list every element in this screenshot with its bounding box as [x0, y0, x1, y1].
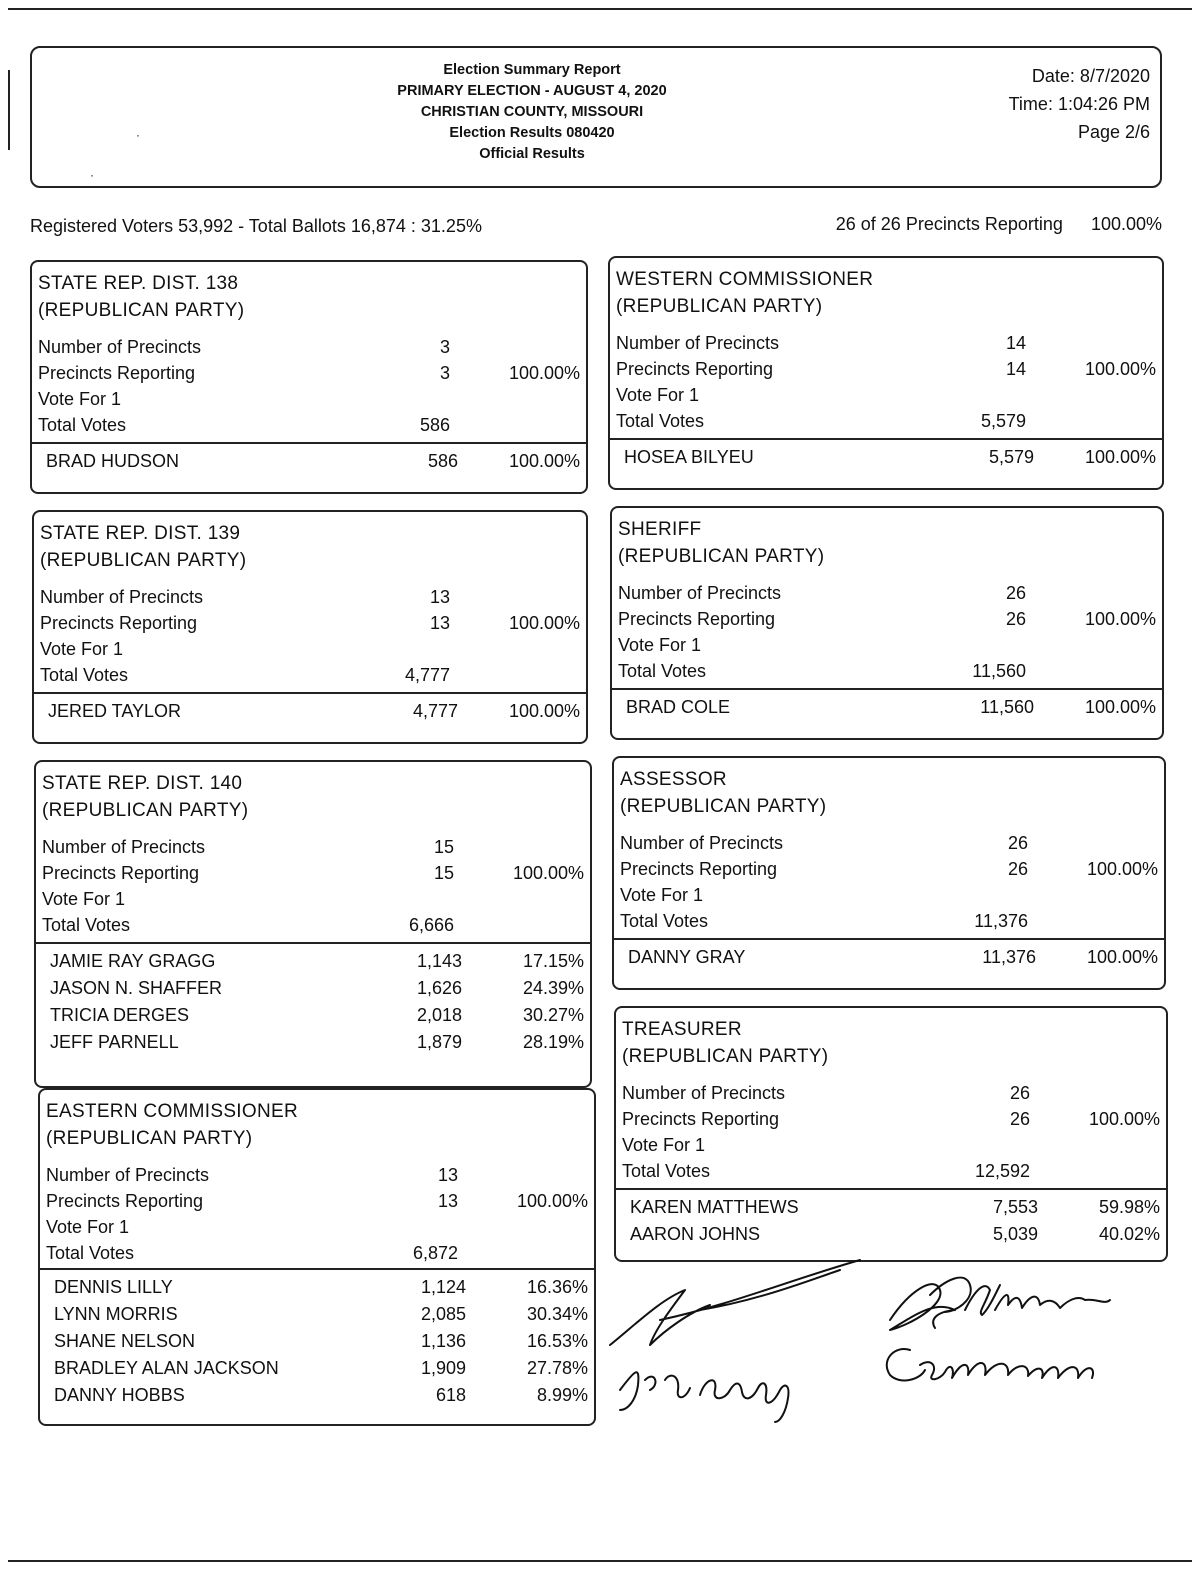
race-divider [32, 442, 586, 444]
candidate-name: JERED TAYLOR [48, 701, 182, 721]
candidate-votes: 2,018 [416, 1005, 462, 1025]
candidate-list [46, 448, 580, 475]
candidate-pct: 40.02% [1098, 1224, 1160, 1244]
candidate-row [50, 1029, 584, 1056]
candidate-row [628, 944, 1158, 971]
candidate-row [54, 1301, 588, 1328]
candidate-votes: 7,553 [992, 1197, 1038, 1217]
county-name: CHRISTIAN COUNTY, MISSOURI [420, 104, 644, 120]
stat-row-reporting [38, 360, 580, 386]
stat-pct: 100.00% [1086, 859, 1158, 879]
race-divider [34, 692, 586, 694]
stat-label: Total Votes [46, 1243, 135, 1263]
race-party: (REPUBLICAN PARTY) [38, 300, 245, 321]
race-divider [614, 938, 1164, 940]
stat-label: Vote For 1 [46, 1217, 130, 1237]
stat-value: 26 [1007, 833, 1028, 853]
race-title [42, 770, 248, 824]
stat-label: Number of Precincts [42, 837, 206, 857]
race-title [40, 520, 246, 574]
stat-row-reporting [46, 1188, 588, 1214]
results-status: Official Results [479, 146, 585, 162]
candidate-votes: 11,376 [982, 947, 1036, 967]
stat-label: Number of Precincts [620, 833, 784, 853]
candidate-votes: 1,626 [416, 978, 462, 998]
stat-value: 26 [1005, 583, 1026, 603]
race-divider [616, 1188, 1166, 1190]
race-title [622, 1016, 828, 1070]
race-box [38, 1088, 596, 1426]
stat-value: 3 [439, 337, 450, 357]
candidate-list [630, 1194, 1160, 1248]
candidate-row [54, 1382, 588, 1409]
candidate-row [630, 1194, 1160, 1221]
stat-label: Total Votes [40, 665, 129, 685]
stat-row-reporting [616, 356, 1156, 382]
candidate-votes: 1,143 [416, 951, 462, 971]
candidate-name: DENNIS LILLY [54, 1277, 173, 1297]
candidate-name: BRAD HUDSON [46, 451, 180, 471]
stat-label: Number of Precincts [46, 1165, 210, 1185]
candidate-votes: 5,039 [992, 1224, 1038, 1244]
candidate-name: SHANE NELSON [54, 1331, 196, 1351]
candidate-name: BRADLEY ALAN JACKSON [54, 1358, 279, 1378]
stat-row-num-precincts [620, 830, 1158, 856]
stat-value: 4,777 [404, 665, 450, 685]
candidate-pct: 59.98% [1098, 1197, 1160, 1217]
candidate-votes: 1,879 [416, 1032, 462, 1052]
stat-row-total-votes [616, 408, 1156, 434]
report-header [30, 46, 1162, 188]
race-stats [38, 334, 580, 438]
candidate-votes: 586 [427, 451, 458, 471]
race-box [608, 256, 1164, 490]
stat-row-vote-for [620, 882, 1158, 908]
candidate-name: DANNY GRAY [628, 947, 746, 967]
stat-label: Precincts Reporting [42, 863, 200, 883]
stat-value: 11,560 [972, 661, 1026, 681]
scan-speck: · [136, 128, 140, 142]
stat-label: Total Votes [616, 411, 705, 431]
race-box [32, 510, 588, 744]
candidate-name: JAMIE RAY GRAGG [50, 951, 216, 971]
stat-label: Precincts Reporting [620, 859, 778, 879]
candidate-pct: 17.15% [522, 951, 584, 971]
race-party: (REPUBLICAN PARTY) [616, 296, 823, 317]
stat-label: Precincts Reporting [618, 609, 776, 629]
race-title [38, 270, 244, 324]
stat-label: Precincts Reporting [40, 613, 198, 633]
race-office: EASTERN COMMISSIONER [46, 1101, 298, 1122]
stat-row-total-votes [40, 662, 580, 688]
candidate-pct: 30.27% [522, 1005, 584, 1025]
stat-row-total-votes [622, 1158, 1160, 1184]
stat-label: Total Votes [38, 415, 127, 435]
report-date: Date: 8/7/2020 [1031, 66, 1150, 86]
race-title [616, 266, 873, 320]
candidate-pct: 24.39% [522, 978, 584, 998]
stat-value: 15 [433, 863, 454, 883]
stat-value: 12,592 [974, 1161, 1030, 1181]
candidate-name: AARON JOHNS [630, 1224, 761, 1244]
stat-label: Number of Precincts [38, 337, 202, 357]
precincts-reporting-line [836, 214, 1162, 235]
stat-value: 5,579 [980, 411, 1026, 431]
stat-value: 13 [437, 1165, 458, 1185]
stat-pct: 100.00% [1084, 359, 1156, 379]
candidate-pct: 100.00% [1084, 697, 1156, 717]
stat-label: Vote For 1 [616, 385, 700, 405]
candidate-row [54, 1328, 588, 1355]
race-stats [618, 580, 1156, 684]
race-party: (REPUBLICAN PARTY) [618, 546, 825, 567]
race-office: WESTERN COMMISSIONER [616, 269, 874, 290]
stat-value: 26 [1005, 609, 1026, 629]
race-stats [622, 1080, 1160, 1184]
race-box [614, 1006, 1168, 1262]
stat-label: Number of Precincts [40, 587, 204, 607]
stat-pct: 100.00% [512, 863, 584, 883]
stat-label: Total Votes [42, 915, 131, 935]
race-divider [36, 942, 590, 944]
candidate-votes: 1,909 [420, 1358, 466, 1378]
stat-row-reporting [40, 610, 580, 636]
candidate-row [50, 1002, 584, 1029]
race-party: (REPUBLICAN PARTY) [46, 1128, 253, 1149]
race-box [30, 260, 588, 494]
stat-label: Vote For 1 [622, 1135, 706, 1155]
stat-value: 3 [439, 363, 450, 383]
stat-value: 6,872 [412, 1243, 458, 1263]
page-border-top [8, 8, 1192, 10]
stat-value: 13 [429, 587, 450, 607]
stat-row-total-votes [42, 912, 584, 938]
stat-label: Number of Precincts [616, 333, 780, 353]
race-divider [40, 1268, 594, 1270]
candidate-pct: 28.19% [522, 1032, 584, 1052]
race-divider [610, 438, 1162, 440]
race-divider [612, 688, 1162, 690]
candidate-votes: 1,136 [420, 1331, 466, 1351]
candidate-pct: 100.00% [508, 451, 580, 471]
stat-value: 13 [437, 1191, 458, 1211]
stat-row-num-precincts [42, 834, 584, 860]
stat-label: Vote For 1 [618, 635, 702, 655]
race-stats [46, 1162, 588, 1266]
report-meta [1009, 62, 1150, 146]
candidate-votes: 11,560 [980, 697, 1034, 717]
scan-speck: · [90, 168, 94, 182]
stat-row-total-votes [46, 1240, 588, 1266]
stat-row-vote-for [618, 632, 1156, 658]
candidate-row [46, 448, 580, 475]
candidate-row [54, 1274, 588, 1301]
candidate-list [628, 944, 1158, 971]
stat-row-reporting [42, 860, 584, 886]
stat-row-total-votes [620, 908, 1158, 934]
candidate-votes: 1,124 [420, 1277, 466, 1297]
stat-label: Precincts Reporting [38, 363, 196, 383]
page-border-left [8, 70, 10, 150]
candidate-pct: 27.78% [526, 1358, 588, 1378]
stat-row-vote-for [38, 386, 580, 412]
stat-value: 586 [419, 415, 450, 435]
candidate-row [48, 698, 580, 725]
report-time: Time: 1:04:26 PM [1008, 94, 1150, 114]
race-party: (REPUBLICAN PARTY) [42, 800, 249, 821]
candidate-votes: 4,777 [412, 701, 458, 721]
stat-row-num-precincts [46, 1162, 588, 1188]
stat-row-vote-for [622, 1132, 1160, 1158]
race-office: STATE REP. DIST. 140 [42, 773, 243, 794]
race-title [46, 1098, 298, 1152]
race-box [34, 760, 592, 1088]
stat-label: Vote For 1 [620, 885, 704, 905]
race-title [618, 516, 824, 570]
stat-row-vote-for [42, 886, 584, 912]
candidate-list [54, 1274, 588, 1409]
race-party: (REPUBLICAN PARTY) [620, 796, 827, 817]
page-number: Page 2/6 [1077, 122, 1150, 142]
race-title [620, 766, 826, 820]
candidate-votes: 5,579 [988, 447, 1034, 467]
results-id: Election Results 080420 [449, 125, 615, 141]
candidate-name: TRICIA DERGES [50, 1005, 190, 1025]
candidate-votes: 2,085 [420, 1304, 466, 1324]
stat-label: Number of Precincts [618, 583, 782, 603]
candidate-row [50, 948, 584, 975]
race-stats [620, 830, 1158, 934]
candidate-row [54, 1355, 588, 1382]
stat-row-total-votes [618, 658, 1156, 684]
candidate-pct: 100.00% [1084, 447, 1156, 467]
stat-row-reporting [622, 1106, 1160, 1132]
stat-label: Total Votes [620, 911, 709, 931]
race-office: ASSESSOR [620, 769, 727, 790]
stat-pct: 100.00% [508, 363, 580, 383]
report-title-block [332, 60, 732, 165]
candidate-row [630, 1221, 1160, 1248]
race-office: STATE REP. DIST. 139 [40, 523, 241, 544]
stat-row-vote-for [616, 382, 1156, 408]
precincts-reporting-text: 26 of 26 Precincts Reporting [835, 214, 1063, 234]
stat-row-reporting [618, 606, 1156, 632]
stat-label: Precincts Reporting [616, 359, 774, 379]
candidate-pct: 8.99% [536, 1385, 588, 1405]
stat-label: Precincts Reporting [622, 1109, 780, 1129]
candidate-votes: 618 [435, 1385, 466, 1405]
candidate-name: JASON N. SHAFFER [50, 978, 223, 998]
candidate-name: DANNY HOBBS [54, 1385, 185, 1405]
candidate-name: KAREN MATTHEWS [630, 1197, 799, 1217]
stat-label: Vote For 1 [42, 889, 126, 909]
stat-row-vote-for [40, 636, 580, 662]
stat-row-num-precincts [616, 330, 1156, 356]
candidate-name: LYNN MORRIS [54, 1304, 178, 1324]
stat-label: Number of Precincts [622, 1083, 786, 1103]
candidate-name: JEFF PARNELL [50, 1032, 179, 1052]
stat-row-reporting [620, 856, 1158, 882]
race-party: (REPUBLICAN PARTY) [40, 550, 247, 571]
candidate-pct: 16.36% [526, 1277, 588, 1297]
stat-value: 26 [1009, 1083, 1030, 1103]
race-stats [40, 584, 580, 688]
stat-pct: 100.00% [1084, 609, 1156, 629]
stat-value: 11,376 [974, 911, 1028, 931]
stat-row-total-votes [38, 412, 580, 438]
race-box [612, 756, 1166, 990]
candidate-row [626, 694, 1156, 721]
race-office: TREASURER [622, 1019, 742, 1040]
candidate-pct: 30.34% [526, 1304, 588, 1324]
stat-value: 26 [1007, 859, 1028, 879]
candidate-list [48, 698, 580, 725]
candidate-row [624, 444, 1156, 471]
stat-row-num-precincts [618, 580, 1156, 606]
stat-row-num-precincts [38, 334, 580, 360]
candidate-name: HOSEA BILYEU [624, 447, 754, 467]
candidate-list [624, 444, 1156, 471]
candidate-pct: 16.53% [526, 1331, 588, 1351]
stat-pct: 100.00% [516, 1191, 588, 1211]
stat-row-vote-for [46, 1214, 588, 1240]
race-office: SHERIFF [618, 519, 702, 540]
candidate-list [626, 694, 1156, 721]
report-title: Election Summary Report [443, 62, 621, 78]
signatures [590, 1250, 1200, 1430]
stat-label: Vote For 1 [40, 639, 124, 659]
race-box [610, 506, 1164, 740]
race-office: STATE REP. DIST. 138 [38, 273, 239, 294]
stat-pct: 100.00% [1088, 1109, 1160, 1129]
stat-row-num-precincts [622, 1080, 1160, 1106]
stat-value: 14 [1005, 359, 1026, 379]
registered-voters-line: Registered Voters 53,992 - Total Ballots 16,874 : 31.25% [30, 216, 482, 236]
stat-value: 13 [429, 613, 450, 633]
race-party: (REPUBLICAN PARTY) [622, 1046, 829, 1067]
precincts-reporting-pct: 100.00% [1090, 214, 1162, 234]
page-border-bottom [8, 1560, 1192, 1562]
stat-value: 6,666 [408, 915, 454, 935]
stat-pct: 100.00% [508, 613, 580, 633]
election-name: PRIMARY ELECTION - AUGUST 4, 2020 [397, 83, 667, 99]
stat-value: 26 [1009, 1109, 1030, 1129]
stat-label: Total Votes [622, 1161, 711, 1181]
stat-row-num-precincts [40, 584, 580, 610]
stat-label: Vote For 1 [38, 389, 122, 409]
candidate-list [50, 948, 584, 1056]
stat-label: Total Votes [618, 661, 707, 681]
candidate-row [50, 975, 584, 1002]
stat-value: 14 [1005, 333, 1026, 353]
race-stats [42, 834, 584, 938]
race-stats [616, 330, 1156, 434]
candidate-pct: 100.00% [508, 701, 580, 721]
candidate-pct: 100.00% [1086, 947, 1158, 967]
stat-label: Precincts Reporting [46, 1191, 204, 1211]
stat-value: 15 [433, 837, 454, 857]
candidate-name: BRAD COLE [626, 697, 731, 717]
